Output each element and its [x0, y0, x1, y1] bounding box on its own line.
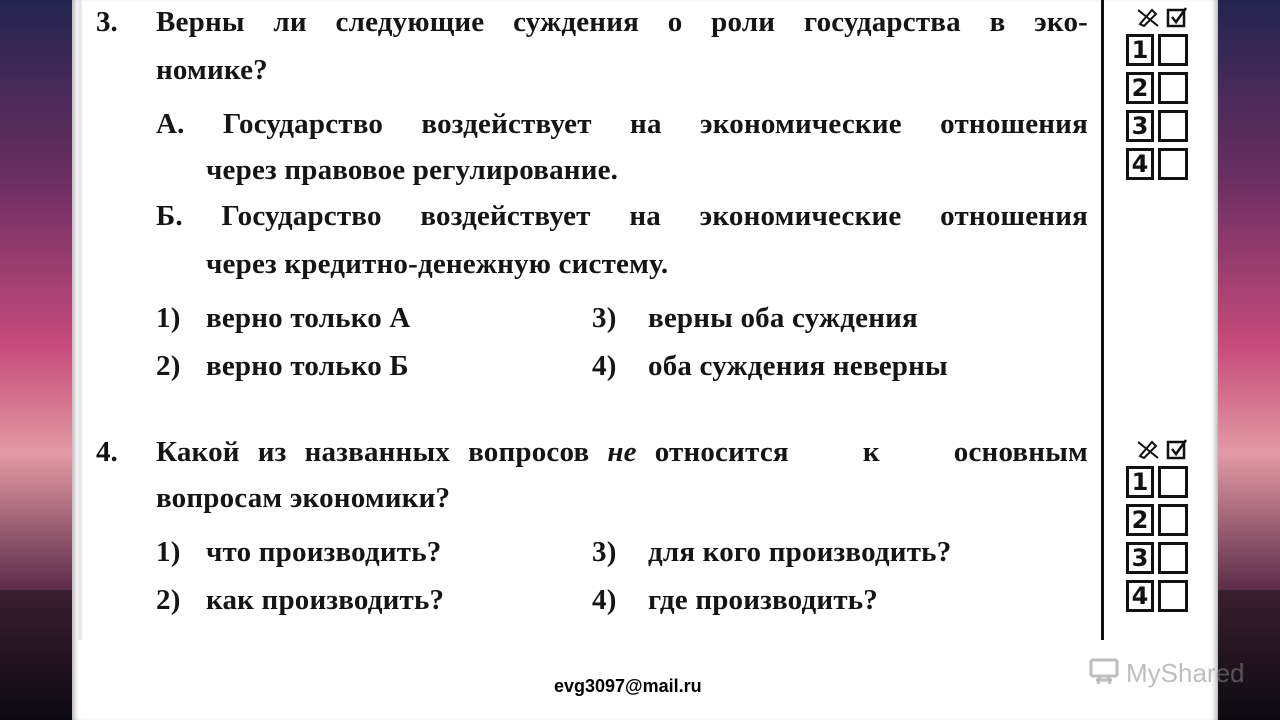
answer-number-3: 3	[1126, 542, 1154, 574]
myshared-logo-icon	[1088, 656, 1120, 691]
watermark-text: MyShared	[1126, 658, 1245, 688]
answer-box-1[interactable]	[1158, 466, 1188, 498]
answer-row-4	[1126, 148, 1198, 180]
footer-email: evg3097@mail.ru	[554, 676, 702, 696]
question-3-statement-b-line1: Б. Государство воздействует на экономические отношения	[156, 200, 1088, 232]
answer-row-1	[1126, 466, 1198, 498]
question-3-option-2-text: верно только Б	[206, 350, 409, 382]
answer-row-4	[1126, 580, 1198, 612]
checkbox-icon	[1166, 438, 1188, 465]
question-4-stem-part2: относится к основным	[654, 436, 1088, 468]
answer-column-divider	[1101, 0, 1104, 640]
question-4-answer-panel	[1126, 436, 1198, 618]
answer-panel-header	[1126, 436, 1198, 466]
answer-number-2: 2	[1126, 72, 1154, 104]
question-3-option-4-text: оба суждения неверны	[648, 350, 948, 382]
answer-row-3	[1126, 542, 1198, 574]
question-3-stem-line1: Верны ли следующие суждения о роли государства в эко-	[156, 6, 1088, 38]
question-3-option-3-text: верны оба суждения	[648, 302, 918, 334]
answer-number-4: 4	[1126, 580, 1154, 612]
question-4-stem-emphasis: не	[607, 436, 637, 468]
answer-panel-header	[1126, 4, 1198, 34]
question-4-option-1-label: 1)	[156, 536, 181, 568]
background-horizon-right	[1218, 590, 1280, 720]
question-4-stem-line1	[156, 436, 1088, 469]
question-4-option-4-label: 4)	[592, 584, 617, 616]
answer-number-1: 1	[1126, 34, 1154, 66]
answer-box-4[interactable]	[1158, 580, 1188, 612]
question-3-option-1-text: верно только А	[206, 302, 411, 334]
question-4-option-4-text: где производить?	[648, 584, 879, 616]
answer-box-3[interactable]	[1158, 542, 1188, 574]
question-3-option-1-label: 1)	[156, 302, 181, 334]
question-3-statement-a-line2: через правовое регулирование.	[206, 154, 619, 186]
question-4-number: 4.	[96, 436, 118, 468]
pencil-crossed-icon	[1136, 6, 1160, 33]
question-3-answer-panel	[1126, 4, 1198, 186]
question-4-stem-line2: вопросам экономики?	[156, 482, 451, 514]
answer-row-1	[1126, 34, 1198, 66]
answer-number-1: 1	[1126, 466, 1154, 498]
question-3-option-2-label: 2)	[156, 350, 181, 382]
answer-box-2[interactable]	[1158, 72, 1188, 104]
answer-box-1[interactable]	[1158, 34, 1188, 66]
question-4-option-3-label: 3)	[592, 536, 617, 568]
question-3-stem-line2: номике?	[156, 54, 268, 86]
question-3-statement-a-line1: А. Государство воздействует на экономические отношения	[156, 108, 1088, 140]
answer-row-2	[1126, 504, 1198, 536]
answer-number-3: 3	[1126, 110, 1154, 142]
question-3-option-3-label: 3)	[592, 302, 617, 334]
answer-row-3	[1126, 110, 1198, 142]
question-4-option-3-text: для кого производить?	[648, 536, 952, 568]
pencil-crossed-icon	[1136, 438, 1160, 465]
question-4-option-2-text: как производить?	[206, 584, 445, 616]
answer-number-2: 2	[1126, 504, 1154, 536]
question-3-number: 3.	[96, 6, 118, 38]
answer-number-4: 4	[1126, 148, 1154, 180]
question-4-option-1-text: что производить?	[206, 536, 442, 568]
answer-row-2	[1126, 72, 1198, 104]
watermark	[1088, 656, 1245, 691]
checkbox-icon	[1166, 6, 1188, 33]
background-horizon-left	[0, 590, 72, 720]
answer-box-4[interactable]	[1158, 148, 1188, 180]
question-4-stem-part1: Какой из названных вопросов	[156, 436, 590, 468]
question-3-statement-b-line2: через кредитно-денежную систему.	[206, 248, 669, 280]
answer-box-3[interactable]	[1158, 110, 1188, 142]
page-edge	[78, 0, 82, 640]
question-3-option-4-label: 4)	[592, 350, 617, 382]
answer-box-2[interactable]	[1158, 504, 1188, 536]
question-4-option-2-label: 2)	[156, 584, 181, 616]
